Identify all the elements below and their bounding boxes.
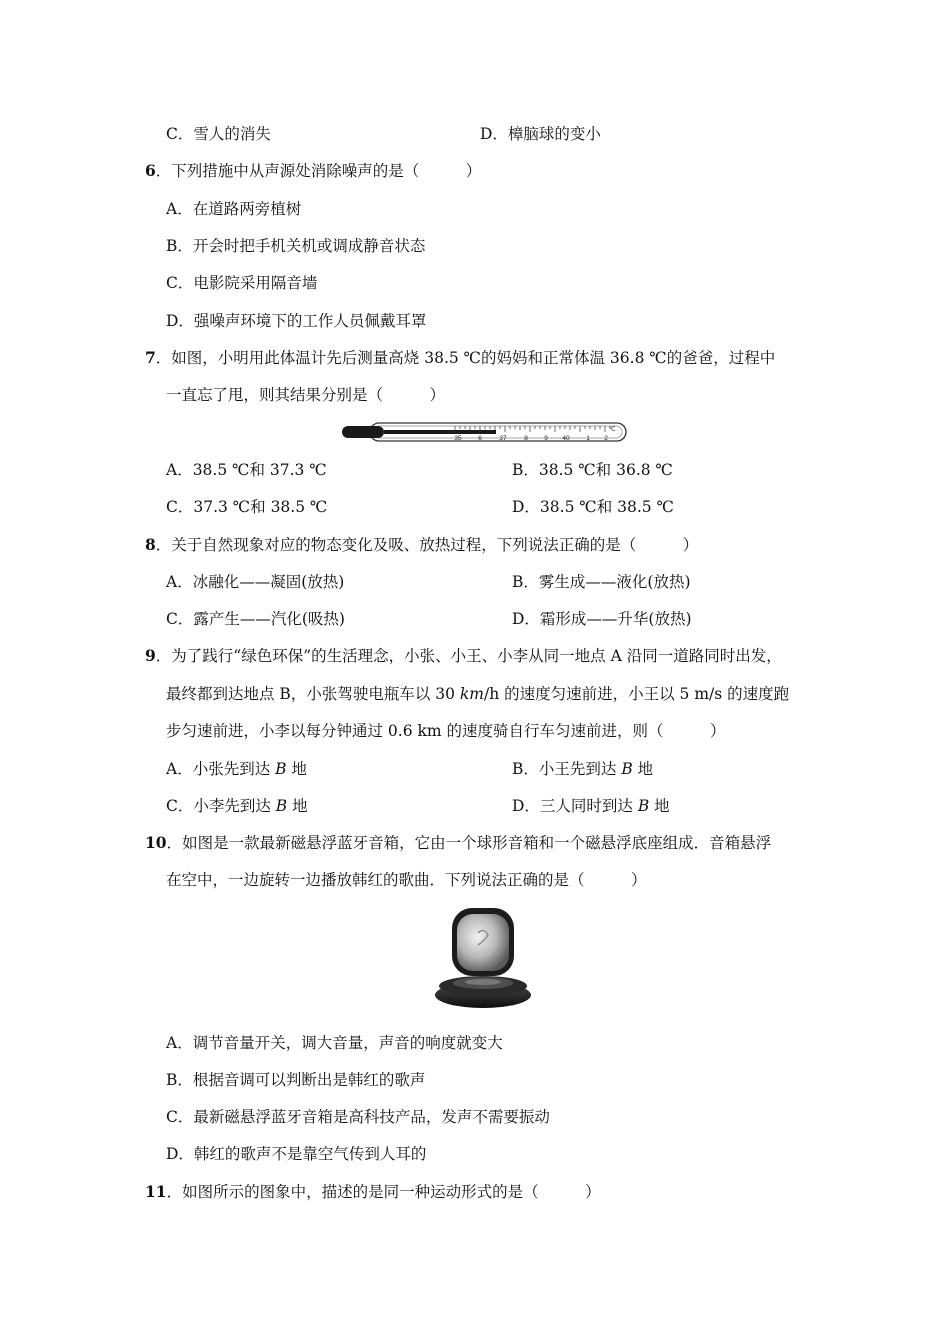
thermo-unit-label: ℃ — [608, 426, 616, 433]
q10-number: 10 — [145, 833, 167, 852]
q7-stem-text: ．如图，小明用此体温计先后测量高烧 38.5 ℃的妈妈和正常体温 36.8 ℃的爸爸，过程中 — [155, 349, 776, 367]
q7-option-d: D．38.5 ℃和 38.5 ℃ — [512, 498, 674, 516]
q8-option-a: A．冰融化——凝固(放热) — [166, 573, 345, 591]
q9-option-a — [166, 759, 307, 779]
q9-point-b: B — [621, 760, 633, 778]
q10-stem-line1 — [145, 833, 771, 853]
q8-number: 8 — [145, 535, 156, 554]
q6-option-a: A．在道路两旁植树 — [166, 200, 302, 218]
q5-option-c: C．雪人的消失 — [166, 125, 271, 143]
q7-number: 7 — [145, 348, 156, 367]
q10-option-d: D．韩红的歌声不是靠空气传到人耳的 — [166, 1145, 427, 1163]
q9-suffix: 地 — [287, 797, 308, 815]
thermo-tick-label: 40 — [562, 435, 570, 442]
q9-option-a-text: A．小张先到达 — [166, 760, 276, 778]
q9-stem-line3: 步匀速前进，小李以每分钟通过 0.6 km 的速度骑自行车匀速前进，则（ ） — [166, 722, 726, 740]
q9-suffix: 地 — [632, 760, 654, 778]
q8-stem — [145, 535, 698, 555]
q9-stem-line2 — [166, 684, 789, 704]
q10-stem-text: ．如图是一款最新磁悬浮蓝牙音箱，它由一个球形音箱和一个磁悬浮底座组成．音箱悬浮 — [166, 834, 772, 852]
q11-stem — [145, 1182, 601, 1202]
q9-point-b: B — [275, 760, 287, 778]
q6-stem — [145, 161, 481, 181]
q9-stem-text: ．为了践行“绿色环保”的生活理念，小张、小王、小李从同一地点 A 沿同一道路同时出发， — [155, 647, 782, 665]
q8-option-d: D．霜形成——升华(放热) — [512, 610, 692, 628]
thermo-tick-label: 37 — [499, 435, 507, 442]
q9-stem-line2-a: 最终都到达地点 B，小张驾驶电瓶车以 30 — [166, 685, 460, 703]
q9-suffix: 地 — [286, 760, 307, 778]
q6-number: 6 — [145, 161, 156, 180]
q11-number: 11 — [145, 1182, 167, 1201]
q9-stem-line1 — [145, 646, 782, 666]
thermo-tick-label: 35 — [454, 435, 462, 442]
thermo-tick-label: 2 — [604, 435, 608, 442]
q6-option-c: C．电影院采用隔音墙 — [166, 274, 318, 292]
q10-option-c: C．最新磁悬浮蓝牙音箱是高科技产品，发声不需要振动 — [166, 1108, 550, 1126]
q6-stem-text: ．下列措施中从声源处消除噪声的是（ ） — [155, 162, 482, 180]
q9-option-b-text: B．小王先到达 — [512, 760, 622, 778]
q6-option-d: D．强噪声环境下的工作人员佩戴耳罩 — [166, 312, 427, 330]
q9-suffix: 地 — [649, 797, 670, 815]
thermometer-figure — [340, 419, 630, 445]
thermo-tick-label: 1 — [586, 435, 590, 442]
q9-option-b — [512, 759, 653, 779]
q8-option-c: C．露产生——汽化(吸热) — [166, 610, 345, 628]
q9-point-b: B — [275, 797, 288, 815]
q6-option-b: B．开会时把手机关机或调成静音状态 — [166, 237, 426, 255]
q9-option-c — [166, 796, 308, 816]
q10-option-a: A．调节音量开关，调大音量，声音的响度就变大 — [166, 1034, 503, 1052]
q7-stem-line2: 一直忘了甩，则其结果分别是（ ） — [166, 386, 446, 404]
q7-stem-line1 — [145, 348, 775, 368]
q9-option-c-text: C．小李先到达 — [166, 797, 276, 815]
maglev-speaker-figure — [428, 905, 538, 1011]
thermo-tick-label: 6 — [478, 435, 482, 442]
thermo-tick-label: 8 — [524, 435, 528, 442]
q5-option-d: D．樟脑球的变小 — [480, 125, 601, 143]
q10-stem-line2: 在空中，一边旋转一边播放韩红的歌曲．下列说法正确的是（ ） — [166, 871, 647, 889]
q9-stem-line2-b: /h 的速度匀速前进，小王以 5 m/s 的速度跑 — [484, 685, 790, 703]
q9-number: 9 — [145, 646, 156, 665]
q7-option-c: C．37.3 ℃和 38.5 ℃ — [166, 498, 328, 516]
q7-option-b: B．38.5 ℃和 36.8 ℃ — [512, 461, 673, 479]
q10-option-b: B．根据音调可以判断出是韩红的歌声 — [166, 1071, 426, 1089]
q8-stem-text: ．关于自然现象对应的物态变化及吸、放热过程，下列说法正确的是（ ） — [155, 536, 699, 554]
q9-unit-km: km — [459, 685, 484, 703]
q9-option-d-text: D．三人同时到达 — [512, 797, 638, 815]
q9-point-b: B — [637, 797, 650, 815]
q9-option-d — [512, 796, 670, 816]
q11-stem-text: ．如图所示的图象中，描述的是同一种运动形式的是（ ） — [166, 1183, 601, 1201]
thermo-tick-label: 9 — [544, 435, 548, 442]
q7-option-a: A．38.5 ℃和 37.3 ℃ — [166, 461, 327, 479]
q8-option-b: B．雾生成——液化(放热) — [512, 573, 691, 591]
